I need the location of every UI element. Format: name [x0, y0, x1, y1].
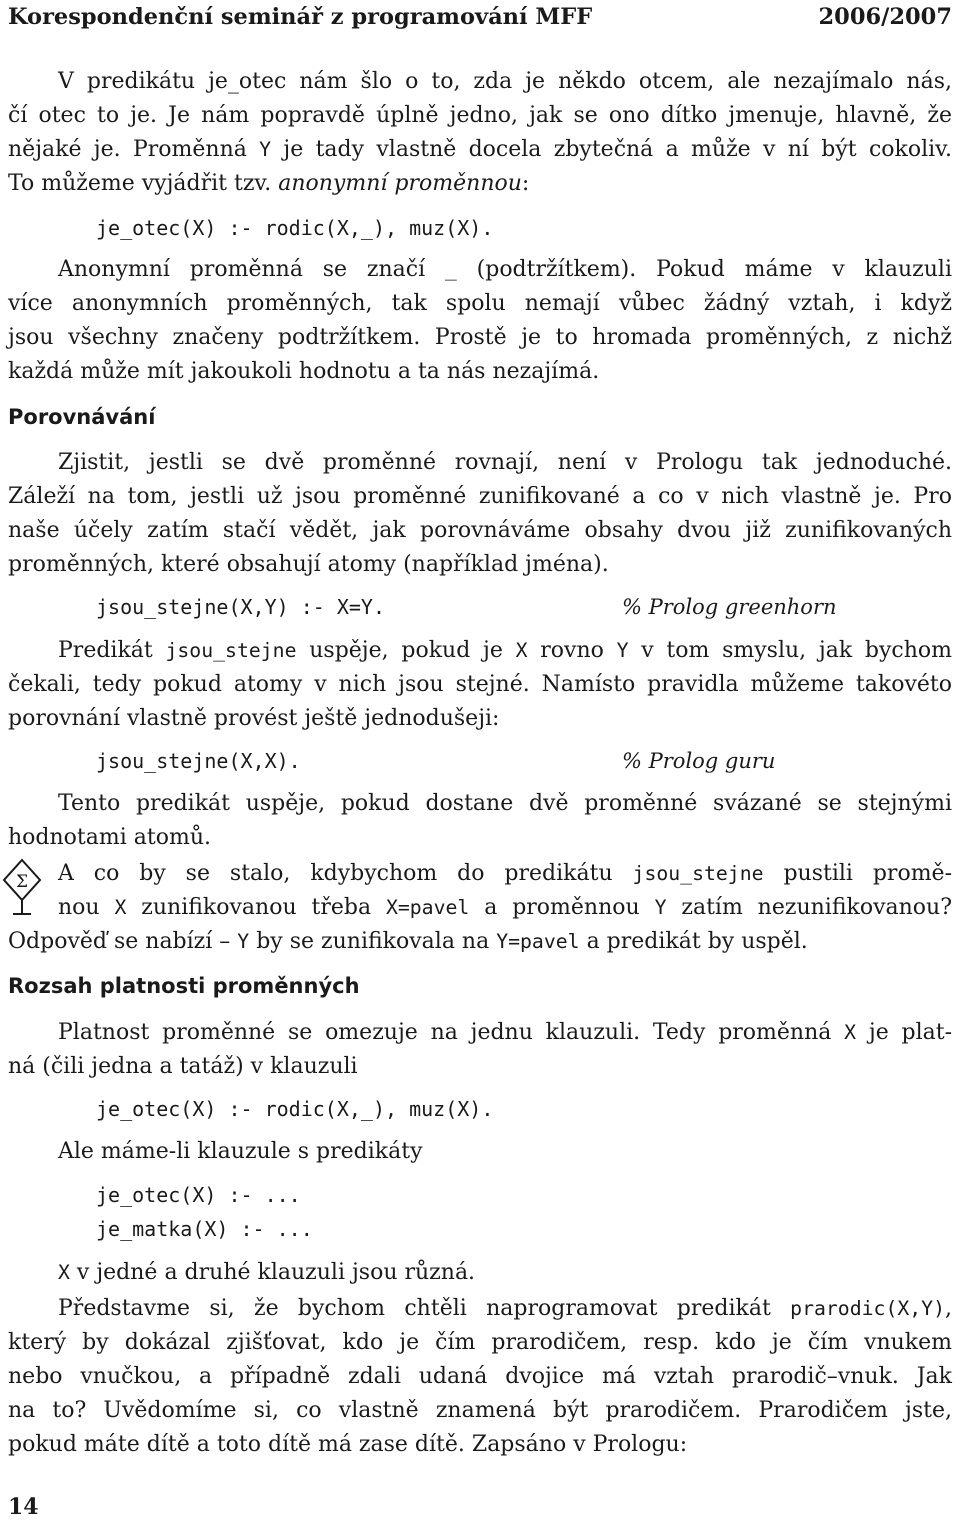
inline-code: X [58, 1261, 70, 1284]
paragraph-line: To můžeme vyjádřit tzv. anonymní proměnnou: [8, 171, 530, 196]
paragraph-line: naše účely zatím stačí vědět, jak porovnáváme obsahy dvou již zunifikovaných [8, 518, 952, 543]
paragraph-line: X v jedné a druhé klauzuli jsou různá. [58, 1260, 476, 1285]
paragraph-line: pokud máte dítě a toto dítě má zase dítě. Zapsáno v Prologu: [8, 1432, 688, 1457]
paragraph-line: čekali, tedy pokud atomy v nich jsou stejné. Namísto pravidla můžeme takovéto [8, 672, 952, 697]
paragraph-line: více anonymních proměnných, tak spolu nemají vůbec žádný vztah, i když [8, 291, 952, 316]
code-line: je_otec(X) :- ... [96, 1183, 301, 1207]
inline-code: X [114, 896, 127, 919]
paragraph-line: Anonymní proměnná se značí _ (podtržítkem). Pokud máme v klauzuli [58, 257, 952, 282]
paragraph-line: na to? Uvědomíme si, co vlastně znamená být prarodičem. Prarodičem jste, [8, 1398, 952, 1423]
inline-code: jsou_stejne [632, 862, 764, 885]
paragraph-line: nebo vnučkou, a případně zdali udaná dvojice má vztah prarodič–vnuk. Jak [8, 1364, 952, 1389]
inline-code: Y [259, 138, 272, 161]
code-comment: % Prolog greenhorn [622, 595, 837, 619]
page-number: 14 [8, 1494, 39, 1520]
code-line: jsou_stejne(X,X). [96, 749, 301, 773]
code-line: je_otec(X) :- rodic(X,_), muz(X). [96, 1097, 494, 1121]
paragraph-line: jsou všechny značeny podtržítkem. Prostě je to hromada proměnných, z nichž [8, 325, 952, 350]
paragraph-line: porovnání vlastně provést ještě jednodušeji: [8, 706, 500, 731]
paragraph-line: Odpověď se nabízí – Y by se zunifikovala na Y=pavel a predikát by uspěl. [8, 929, 808, 954]
paragraph-line: Záleží na tom, jestli už jsou proměnné zunifikované a co v nich vlastně je. Pro [8, 484, 952, 509]
paragraph-line: nou X zunifikovanou třeba X=pavel a proměnnou Y zatím nezunifikovanou? [58, 895, 953, 920]
paragraph-line: Ale máme-li klauzule s predikáty [58, 1139, 423, 1164]
paragraph-line: hodnotami atomů. [8, 825, 211, 850]
sigma-glyph: Σ [15, 872, 29, 892]
header-year: 2006/2007 [818, 4, 952, 30]
paragraph-line: V predikátu je_otec nám šlo o to, zda je někdo otcem, ale nezajímalo nás, [58, 69, 952, 94]
section-heading: Rozsah platnosti proměnných [8, 974, 360, 998]
paragraph-line: každá může mít jakoukoli hodnotu a ta nás nezajímá. [8, 359, 600, 384]
paragraph-line: čí otec to je. Je nám popravdě úplně jedno, jak se ono dítko jmenuje, hlavně, že [8, 103, 952, 128]
code-comment: % Prolog guru [622, 749, 776, 773]
paragraph-line: Platnost proměnné se omezuje na jednu klauzuli. Tedy proměnná X je plat- [58, 1020, 952, 1045]
paragraph-line: proměnných, které obsahují atomy (například jména). [8, 552, 609, 577]
paragraph-line: ná (čili jedna a tatáž) v klauzuli [8, 1054, 358, 1079]
paragraph-line: Zjistit, jestli se dvě proměnné rovnají, není v Prologu tak jednoduché. [58, 450, 952, 475]
page-header [8, 4, 952, 36]
paragraph-line: Tento predikát uspěje, pokud dostane dvě proměnné svázané se stejnými [58, 791, 952, 816]
paragraph-line: nějaké je. Proměnná Y je tady vlastně docela zbytečná a může v ní být cokoliv. [8, 137, 952, 162]
inline-code: Y [654, 896, 667, 919]
inline-code: X [515, 639, 528, 662]
paragraph-line: který by dokázal zjišťovat, kdo je čím prarodičem, resp. kdo je čím vnukem [8, 1330, 952, 1355]
inline-code: Y [616, 639, 629, 662]
inline-code: X [844, 1021, 857, 1044]
header-title: Korespondenční seminář z programování MFF [8, 4, 593, 30]
paragraph-line: Představme si, že bychom chtěli naprogramovat predikát prarodic(X,Y), [58, 1296, 952, 1321]
inline-code: X=pavel [385, 896, 470, 919]
code-line: je_otec(X) :- rodic(X,_), muz(X). [96, 216, 494, 240]
code-line: je_matka(X) :- ... [96, 1217, 313, 1241]
paragraph-line: A co by se stalo, kdybychom do predikátu jsou_stejne pustili promě- [58, 861, 953, 886]
section-heading: Porovnávání [8, 405, 156, 429]
emphasis-term: anonymní proměnnou [278, 171, 522, 196]
inline-code: Y=pavel [496, 930, 580, 953]
inline-code: jsou_stejne [165, 639, 297, 662]
paragraph-line: Predikát jsou_stejne uspěje, pokud je X rovno Y v tom smyslu, jak bychom [58, 638, 953, 663]
inline-code: prarodic(X,Y) [790, 1297, 945, 1320]
inline-code: Y [237, 930, 250, 953]
sigma-warning-icon [2, 858, 42, 920]
code-line: jsou_stejne(X,Y) :- X=Y. [96, 595, 385, 619]
inline-code: _ [444, 258, 457, 281]
